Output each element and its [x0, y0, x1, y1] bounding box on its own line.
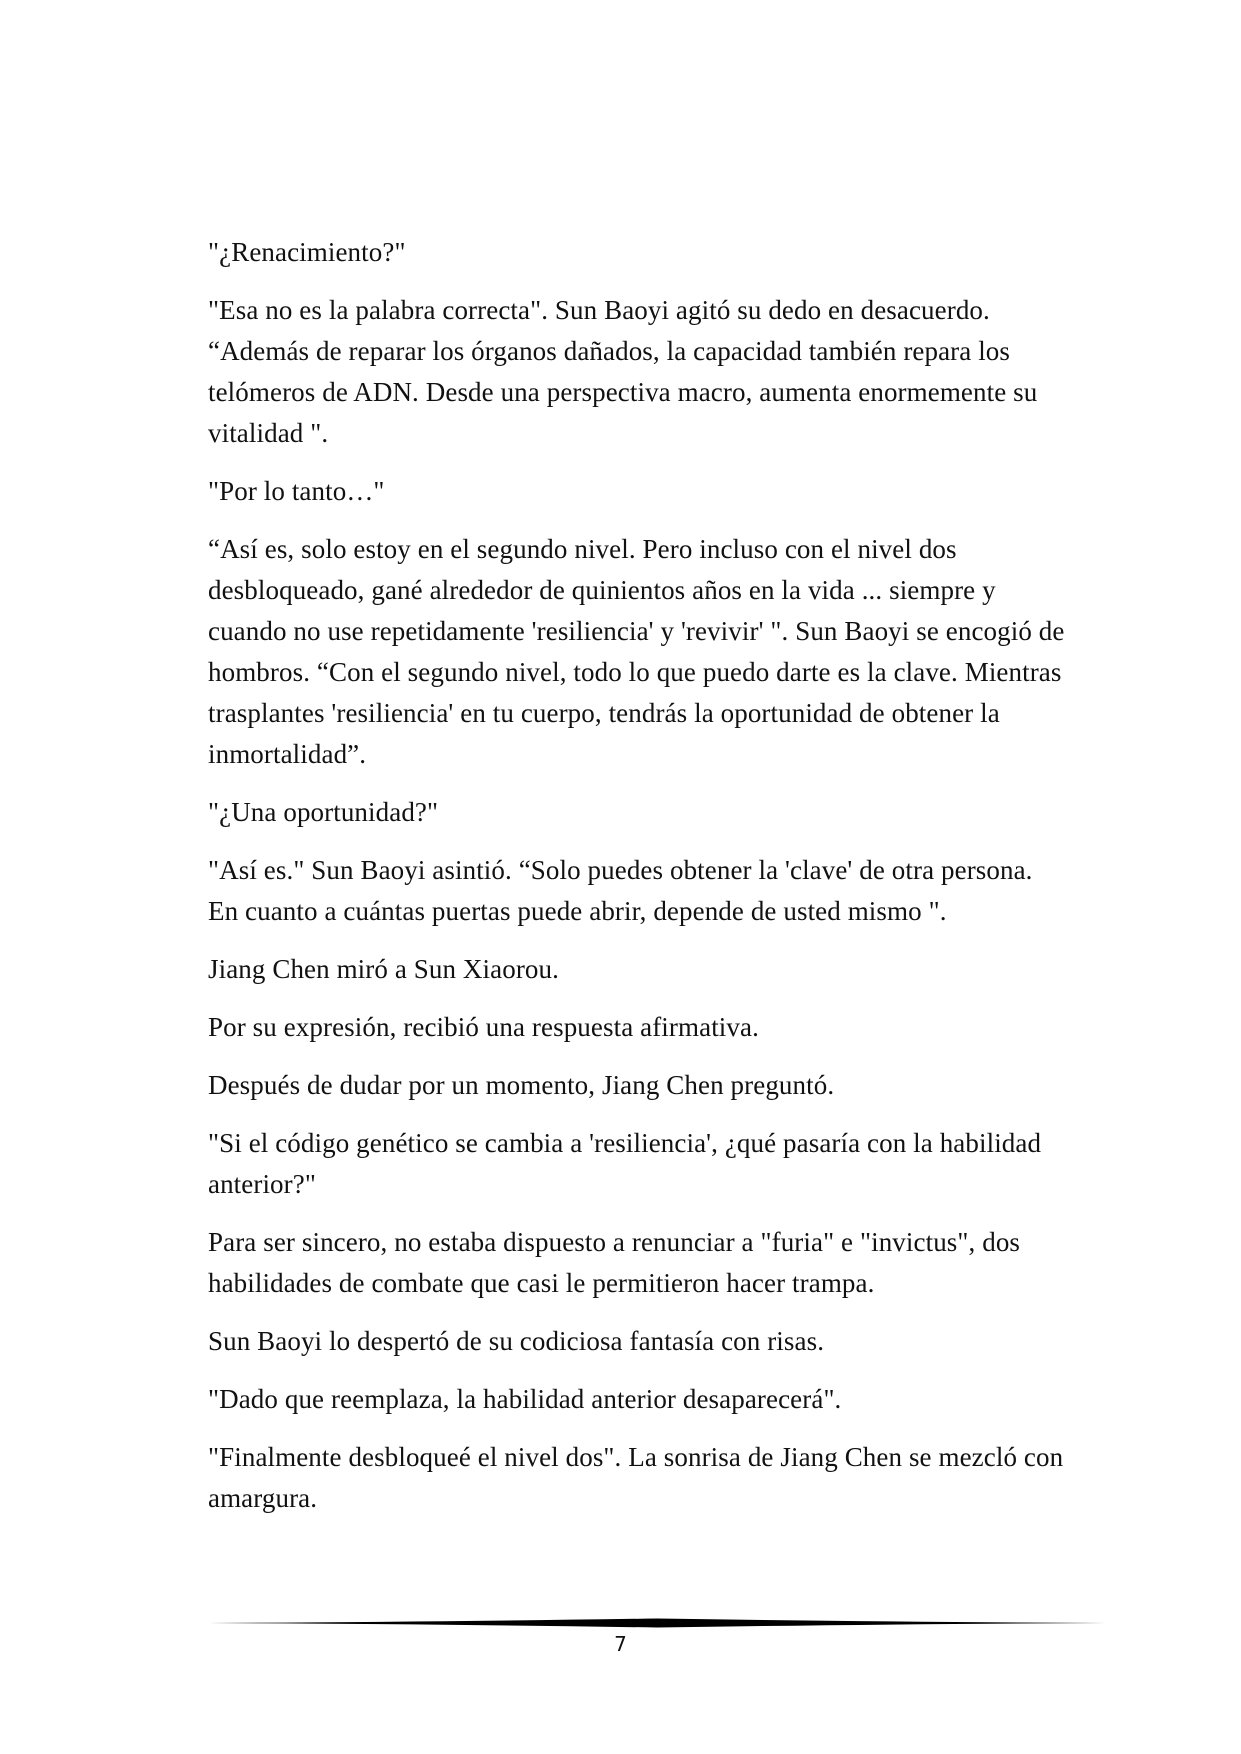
paragraph: Por su expresión, recibió una respuesta afirmativa. — [208, 1012, 759, 1042]
paragraph: Después de dudar por un momento, Jiang Chen preguntó. — [208, 1070, 835, 1100]
paragraph: "Así es." Sun Baoyi asintió. “Solo puedes obtener la 'clave' de otra persona. En cuanto a cuántas puertas puede abrir, depende de usted mismo ". — [208, 855, 1033, 926]
paragraph: "Esa no es la palabra correcta". Sun Baoyi agitó su dedo en desacuerdo. “Además de reparar los órganos dañados, la capacidad también repara los telómeros de ADN. Desde una perspectiva macro, aumenta enormemente su vitalidad ". — [208, 295, 1038, 448]
paragraph: Jiang Chen miró a Sun Xiaorou. — [208, 954, 559, 984]
footer-divider — [208, 1617, 1106, 1629]
paragraph: Para ser sincero, no estaba dispuesto a renunciar a "furia" e "invictus", dos habilidades de combate que casi le permitieron hacer trampa. — [208, 1227, 1021, 1298]
paragraph: "Por lo tanto…" — [208, 476, 385, 506]
paragraph: “Así es, solo estoy en el segundo nivel. Pero incluso con el nivel dos desbloqueado, gané alrededor de quinientos años en la vida ... siempre y cuando no use repetidamente 'resiliencia' y 'revivir' ". Sun Baoyi se encogió de hombros. “Con el segundo nivel, todo lo que puedo darte es la clave. Mientras trasplantes 'resiliencia' en tu cuerpo, tendrás la oportunidad de obtener la inmortalidad”. — [208, 534, 1065, 769]
page-number: 7 — [614, 1632, 627, 1656]
paragraph: "Finalmente desbloqueé el nivel dos". La sonrisa de Jiang Chen se mezcló con amargura. — [208, 1442, 1064, 1513]
paragraph: "¿Una oportunidad?" — [208, 797, 439, 827]
paragraph: "¿Renacimiento?" — [208, 237, 406, 267]
paragraph: Sun Baoyi lo despertó de su codiciosa fantasía con risas. — [208, 1326, 825, 1356]
body-text — [208, 232, 1068, 1536]
paragraph: "Si el código genético se cambia a 'resiliencia', ¿qué pasaría con la habilidad anterior?" — [208, 1128, 1042, 1199]
paragraph: "Dado que reemplaza, la habilidad anterior desaparecerá". — [208, 1384, 842, 1414]
